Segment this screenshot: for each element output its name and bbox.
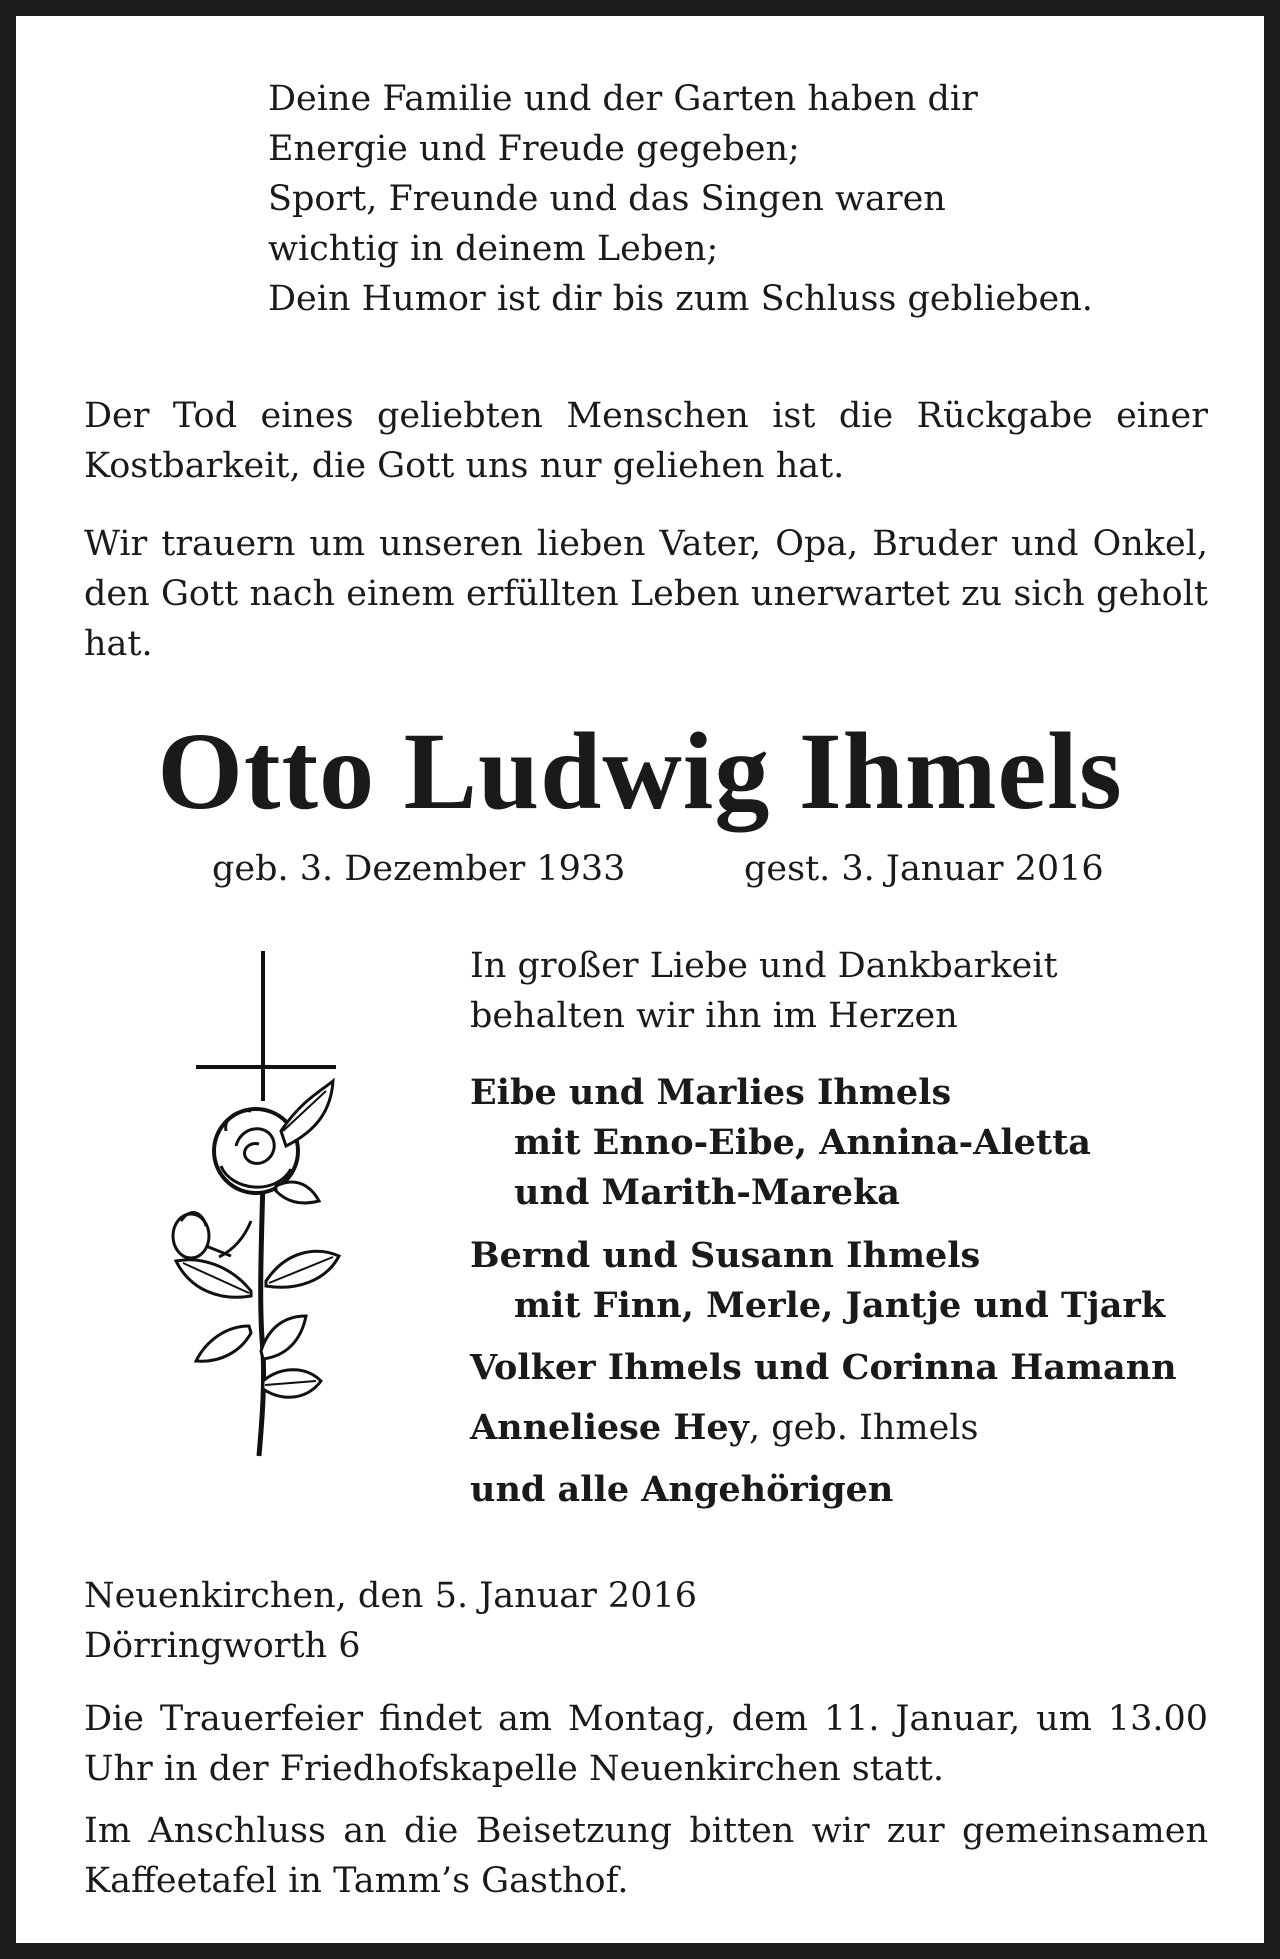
remembrance-line: In großer Liebe und Dankbarkeit — [470, 946, 1058, 986]
place-date: Neuenkirchen, den 5. Januar 2016 — [84, 1576, 697, 1616]
poem-line: Sport, Freunde und das Singen waren — [268, 179, 946, 219]
mourner-maiden-name: , geb. Ihmels — [749, 1408, 979, 1448]
remembrance-line: behalten wir ihn im Herzen — [470, 996, 958, 1036]
mourner-children: und Marith-Mareka — [514, 1172, 900, 1213]
mourner-group — [470, 1231, 1230, 1331]
place-and-address — [84, 1571, 697, 1671]
mourner-name: Eibe und Marlies Ihmels — [470, 1072, 952, 1113]
birth-date: geb. 3. Dezember 1933 — [212, 849, 626, 889]
remembrance-text — [470, 941, 1230, 1041]
cross-with-rose-icon — [151, 951, 351, 1471]
poem-line: Deine Familie und der Garten haben dir — [268, 79, 978, 119]
poem-line: wichtig in deinem Leben; — [268, 229, 719, 269]
mourner-name: Volker Ihmels und Corinna Hamann — [470, 1347, 1177, 1388]
address: Dörringworth 6 — [84, 1626, 361, 1666]
quote-paragraph: Der Tod eines geliebten Menschen ist die Rückgabe einer Kostbarkeit, die Gott uns nur geliehen hat. — [84, 396, 1208, 486]
reception-info: Im Anschluss an die Beisetzung bitten wir zur gemeinsamen Kaffeetafel in Tamm’s Gasthof. — [84, 1811, 1208, 1901]
mourner-name: Anneliese Hey — [470, 1407, 750, 1448]
poem — [268, 74, 1228, 324]
poem-line: Energie und Freude gegeben; — [268, 129, 800, 169]
poem-line: Dein Humor ist dir bis zum Schluss geblieben. — [268, 279, 1093, 319]
mourner-group — [470, 1465, 1230, 1515]
funeral-info: Die Trauerfeier findet am Montag, dem 11. Januar, um 13.00 Uhr in der Friedhofskapelle Neuenkirchen statt. — [84, 1699, 1208, 1789]
deceased-name: Otto Ludwig Ihmels — [157, 710, 1123, 832]
mourner-name: und alle Angehörigen — [470, 1469, 894, 1510]
mourner-children: mit Finn, Merle, Jantje und Tjark — [514, 1285, 1166, 1326]
death-date: gest. 3. Januar 2016 — [744, 849, 1104, 889]
mourning-paragraph: Wir trauern um unseren lieben Vater, Opa, Bruder und Onkel, den Gott nach einem erfüllten Leben unerwartet zu sich geholt hat. — [84, 524, 1208, 664]
obituary-notice — [16, 16, 1264, 1943]
mourner-group — [470, 1403, 1230, 1453]
mourner-children: mit Enno-Eibe, Annina-Aletta — [514, 1122, 1091, 1163]
mourner-name: Bernd und Susann Ihmels — [470, 1235, 981, 1276]
mourner-group — [470, 1068, 1230, 1218]
mourner-group — [470, 1343, 1230, 1393]
